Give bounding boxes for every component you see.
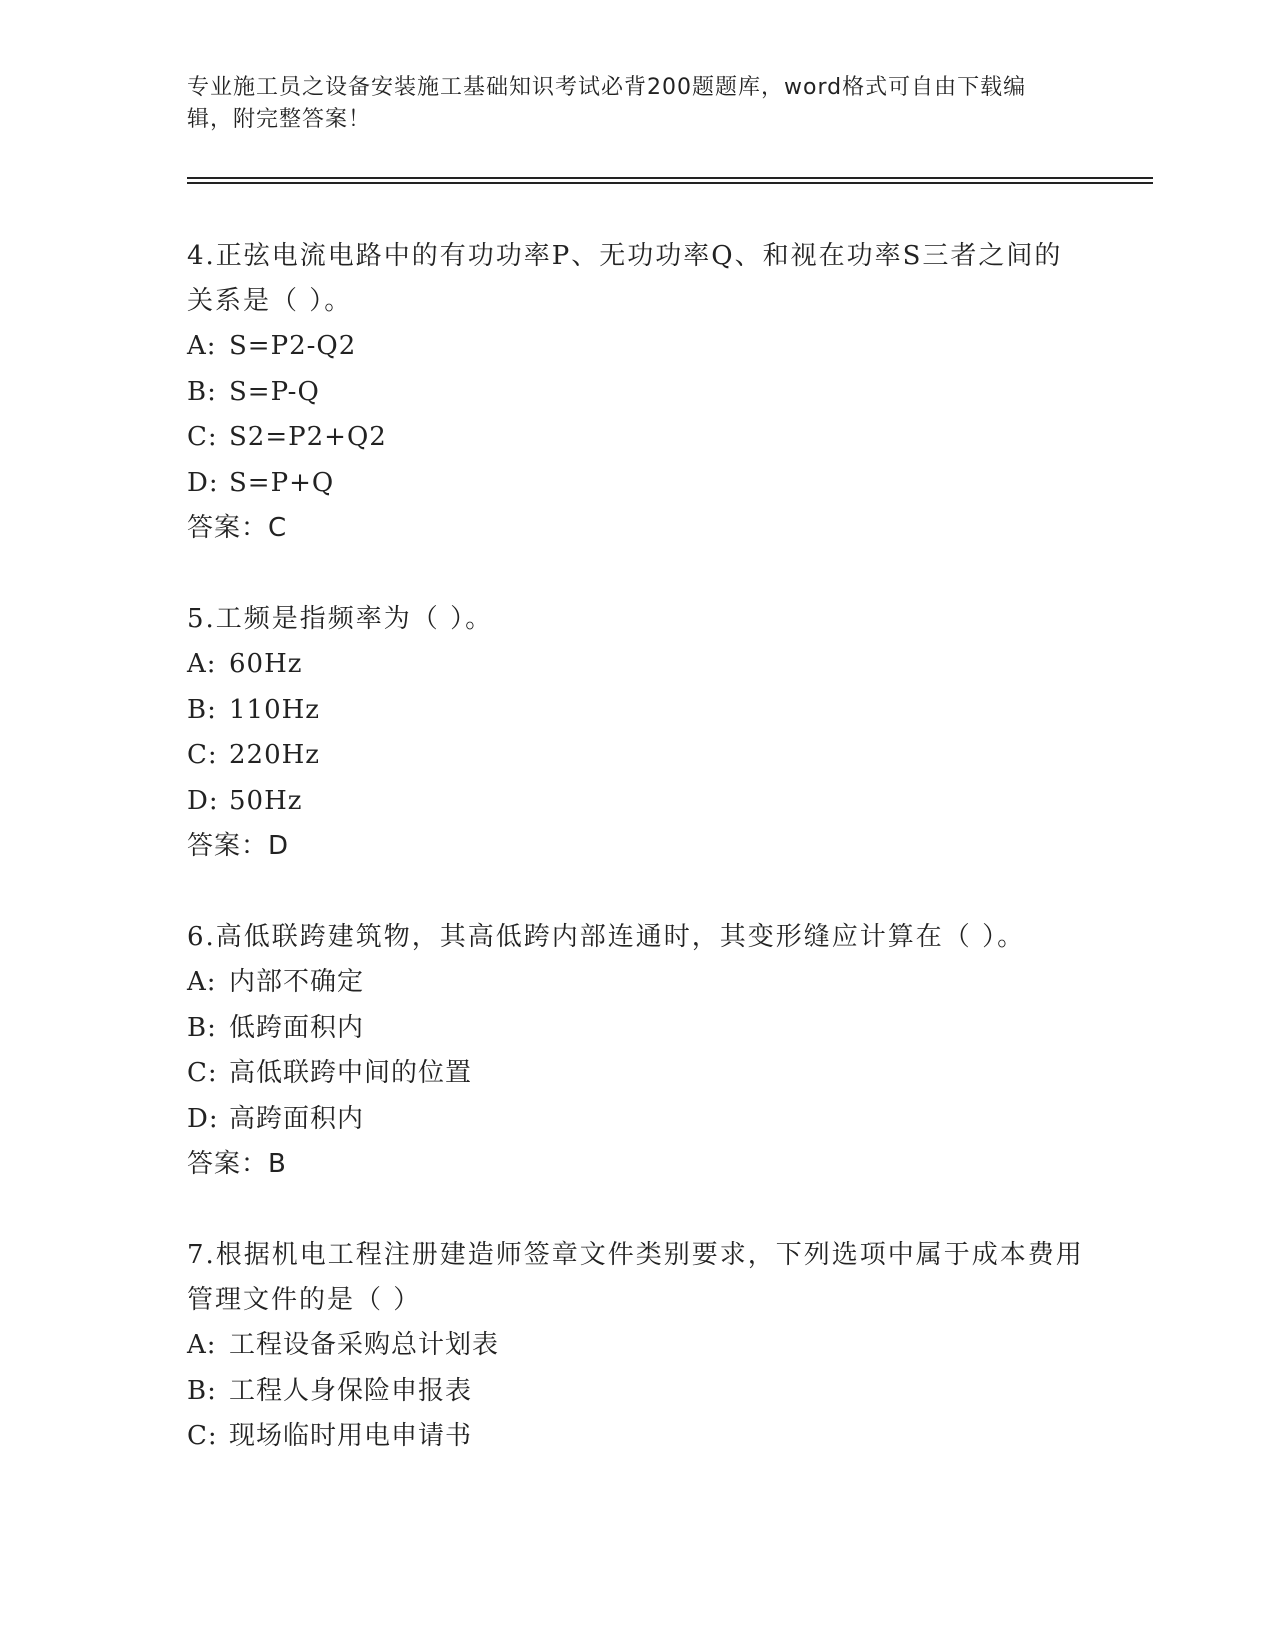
option-key: A:: [187, 1330, 217, 1360]
answer-line: 答案：B: [187, 1149, 287, 1179]
option-text: 工程设备采购总计划表: [229, 1330, 500, 1360]
option-d: [187, 461, 1087, 507]
option-key: D:: [187, 785, 219, 816]
answer-line: 答案：C: [187, 513, 288, 543]
option-a: [187, 642, 1087, 688]
option-key: B:: [187, 376, 217, 407]
option-a: [187, 1323, 1087, 1369]
option-key: B:: [187, 694, 217, 725]
option-c: [187, 733, 1087, 779]
option-key: C:: [187, 1058, 218, 1088]
option-text: 110Hz: [229, 694, 320, 725]
option-text: S=P2-Q2: [229, 331, 357, 361]
option-b: [187, 1006, 1087, 1052]
option-key: C:: [187, 740, 218, 770]
option-key: C:: [187, 1421, 218, 1451]
option-text: 低跨面积内: [229, 1012, 365, 1043]
question-7: [187, 1233, 1087, 1460]
option-key: B:: [187, 1012, 217, 1043]
option-b: [187, 370, 1087, 416]
option-b: [187, 1369, 1087, 1415]
option-text: 现场临时用电申请书: [229, 1421, 473, 1451]
option-d: [187, 779, 1087, 825]
question-stem: 6.高低联跨建筑物，其高低跨内部连通时，其变形缝应计算在（ ）。: [187, 922, 1026, 952]
option-text: 内部不确定: [229, 967, 365, 997]
option-text: 220Hz: [229, 740, 320, 770]
option-a: [187, 324, 1087, 370]
option-key: A:: [187, 649, 217, 679]
option-key: D:: [187, 1103, 219, 1134]
option-c: [187, 1051, 1087, 1097]
option-text: 高低联跨中间的位置: [229, 1058, 473, 1088]
answer-line: 答案：D: [187, 831, 290, 861]
question-6: [187, 915, 1087, 1187]
option-c: [187, 1414, 1087, 1460]
document-header: 专业施工员之设备安装施工基础知识考试必背200题题库，word格式可自由下载编辑，附完整答案！: [187, 75, 1027, 132]
option-key: D:: [187, 467, 219, 498]
question-4: [187, 234, 1087, 551]
option-key: C:: [187, 422, 218, 452]
option-b: [187, 688, 1087, 734]
option-key: A:: [187, 967, 217, 997]
question-stem: 4.正弦电流电路中的有功功率P、无功功率Q、和视在功率S三者之间的关系是（ ）。: [187, 241, 1063, 316]
question-5: [187, 597, 1087, 869]
option-a: [187, 960, 1087, 1006]
header-divider-line: [187, 182, 1153, 184]
option-text: 60Hz: [229, 649, 303, 679]
option-key: B:: [187, 1375, 217, 1406]
header-divider-line: [187, 177, 1153, 179]
option-text: S=P+Q: [229, 467, 335, 498]
option-d: [187, 1097, 1087, 1143]
option-text: S=P-Q: [229, 376, 320, 407]
option-text: 高跨面积内: [229, 1103, 365, 1134]
option-c: [187, 415, 1087, 461]
option-text: 50Hz: [229, 785, 303, 816]
option-text: 工程人身保险申报表: [229, 1375, 473, 1406]
option-text: S2=P2+Q2: [229, 422, 387, 452]
question-stem: 5.工频是指频率为（ ）。: [187, 604, 494, 634]
question-stem: 7.根据机电工程注册建造师签章文件类别要求，下列选项中属于成本费用管理文件的是（ ）: [187, 1240, 1084, 1315]
option-key: A:: [187, 331, 217, 361]
